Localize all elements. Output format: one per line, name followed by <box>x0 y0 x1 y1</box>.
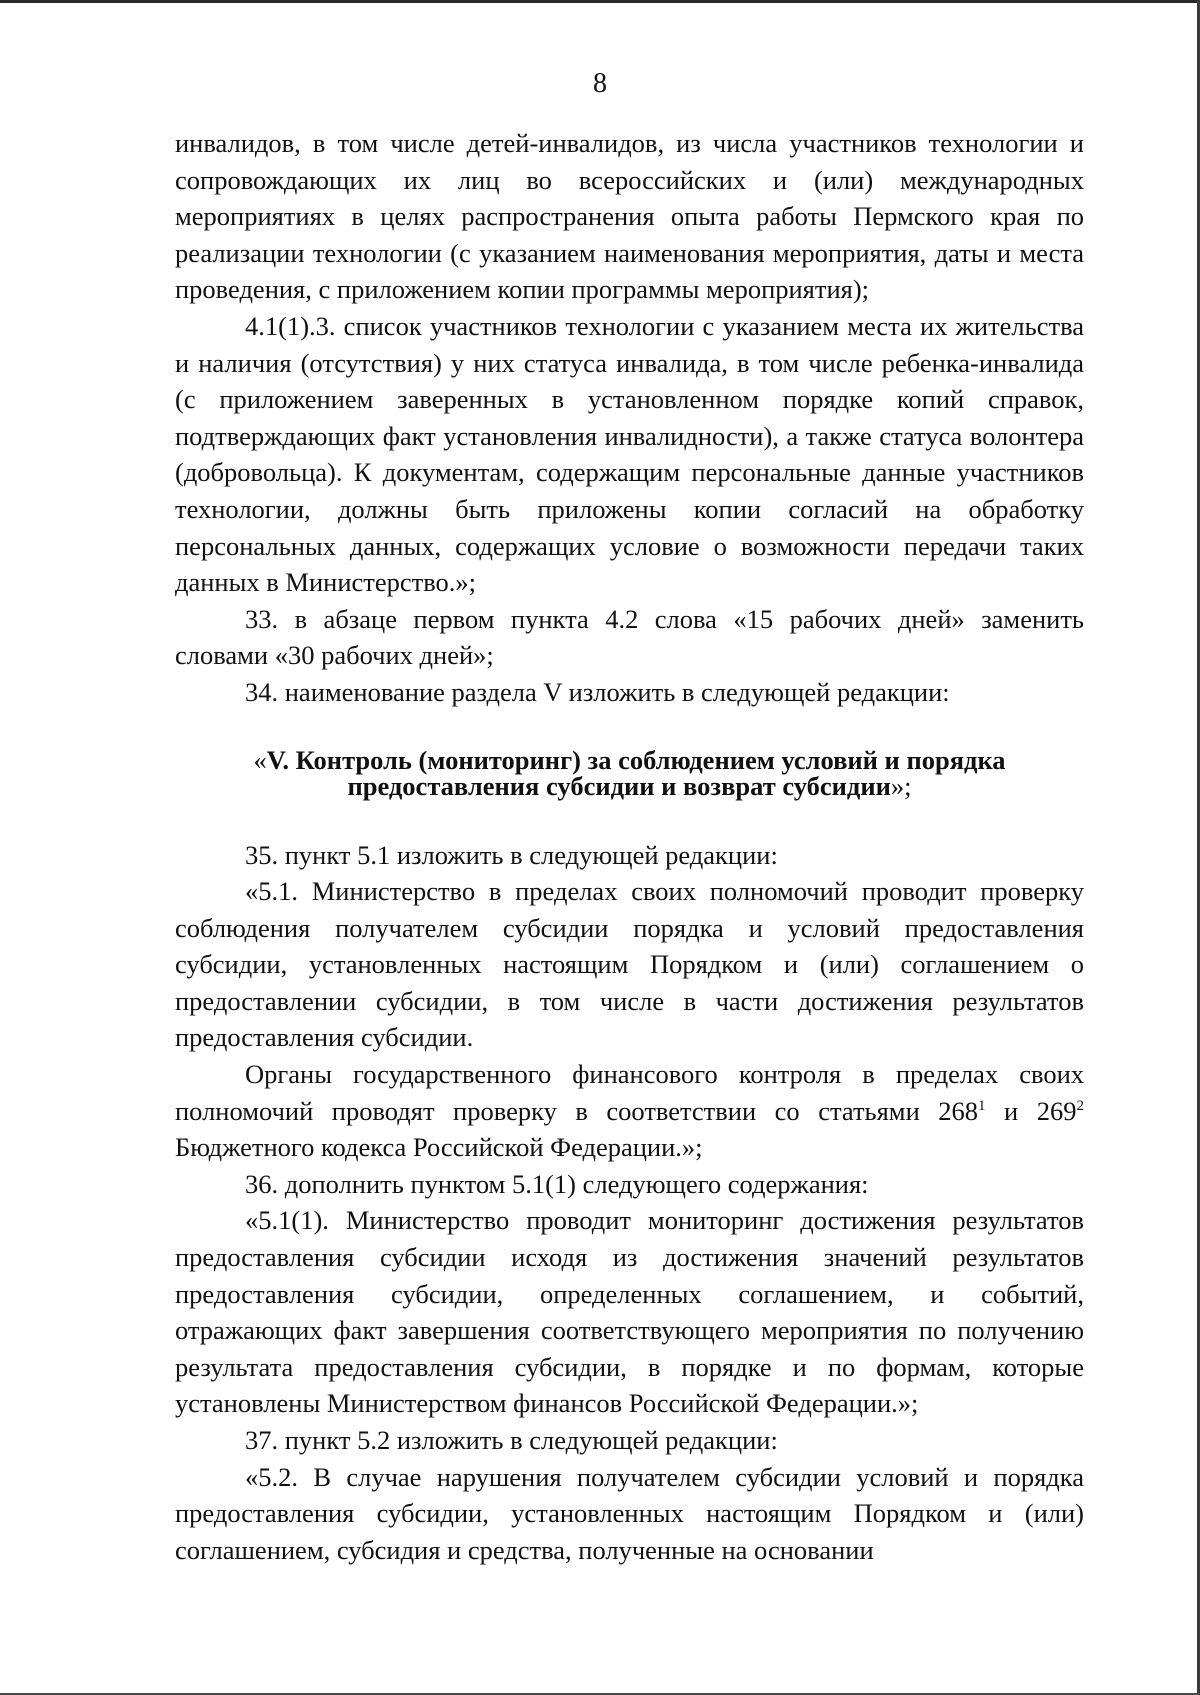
paragraph-item-5-1: «5.1. Министерство в пределах своих полномочий проводит проверку соблюдения получателем субсидии порядка и условий предоставления субсидии, установленных настоящим Порядком и (или) соглашением о предоставлении субсидии, в том числе в части достижения результатов предоставления субсидии. <box>175 876 1084 1053</box>
heading-line-2-text: предоставления субсидии и возврат субсидии <box>347 770 891 801</box>
scan-edge-top <box>0 0 1200 3</box>
section-heading <box>175 744 1084 801</box>
control-text-before: Органы государственного финансового контроля в пределах своих полномочий проводят проверку в соответствии со статьями 268 <box>175 1059 1084 1126</box>
heading-line-1-text: V. Контроль (мониторинг) за соблюдением условий и порядка <box>266 744 1006 775</box>
paragraph-item-34: 34. наименование раздела V изложить в следующей редакции: <box>245 676 950 707</box>
paragraph-item-4-1-1-3: 4.1(1).3. список участников технологии с указанием места их жительства и наличия (отсутствия) у них статуса инвалида, в том числе ребенка-инвалида (с приложением заверенных в установленном порядке копий справок, подтверждающих факт установления инвалидности), а также статуса волонтера (добровольца). К документам, содержащим персональные данные участников технологии, должны быть приложены копии согласий на обработку персональных данных, содержащих условие о возможности передачи таких данных в Министерство.»; <box>175 310 1084 598</box>
paragraph-item-33: 33. в абзаце первом пункта 4.2 слова «15 рабочих дней» заменить словами «30 рабочих дней»; <box>175 603 1084 671</box>
paragraph-item-37: 37. пункт 5.2 изложить в следующей редакции: <box>245 1425 778 1455</box>
footnote-sup-1: 1 <box>978 1097 986 1114</box>
section-heading-line-1 <box>175 744 1084 775</box>
paragraph-continuation: инвалидов, в том числе детей-инвалидов, из числа участников технологии и сопровождающих их лиц во всероссийских и (или) международных мероприятиях в целях распространения опыта работы Пермского края по реализации технологии (с указанием наименования мероприятия, даты и места проведения, с приложением копии программы мероприятия); <box>175 128 1084 305</box>
document-body <box>175 125 1084 1568</box>
paragraph-item-36: 36. дополнить пунктом 5.1(1) следующего содержания: <box>245 1168 869 1199</box>
heading-open-quote: « <box>253 744 267 775</box>
paragraph-financial-control <box>175 1056 1084 1166</box>
control-text-after: Бюджетного кодекса Российской Федерации.»; <box>175 1132 703 1163</box>
footnote-sup-2: 2 <box>1076 1097 1084 1114</box>
page-number: 8 <box>593 68 607 99</box>
heading-close-quote: »; <box>890 770 912 801</box>
section-heading-line-2 <box>175 770 1084 801</box>
paragraph-item-5-1-1: «5.1(1). Министерство проводит мониторинг достижения результатов предоставления субсидии исходя из достижения значений результатов предоставления субсидии, определенных соглашением, и событий, отражающих факт завершения соответствующего мероприятия по получению результата предоставления субсидии, в порядке и по формам, которые установлены Министерством финансов Российской Федерации.»; <box>175 1205 1084 1419</box>
paragraph-item-5-2: «5.2. В случае нарушения получателем субсидии условий и порядка предоставления субсидии, установленных настоящим Порядком и (или) соглашением, субсидия и средства, полученные на основании <box>175 1461 1084 1565</box>
paragraph-item-35: 35. пункт 5.1 изложить в следующей редакции: <box>245 839 778 870</box>
control-text-middle: и 269 <box>985 1095 1077 1126</box>
